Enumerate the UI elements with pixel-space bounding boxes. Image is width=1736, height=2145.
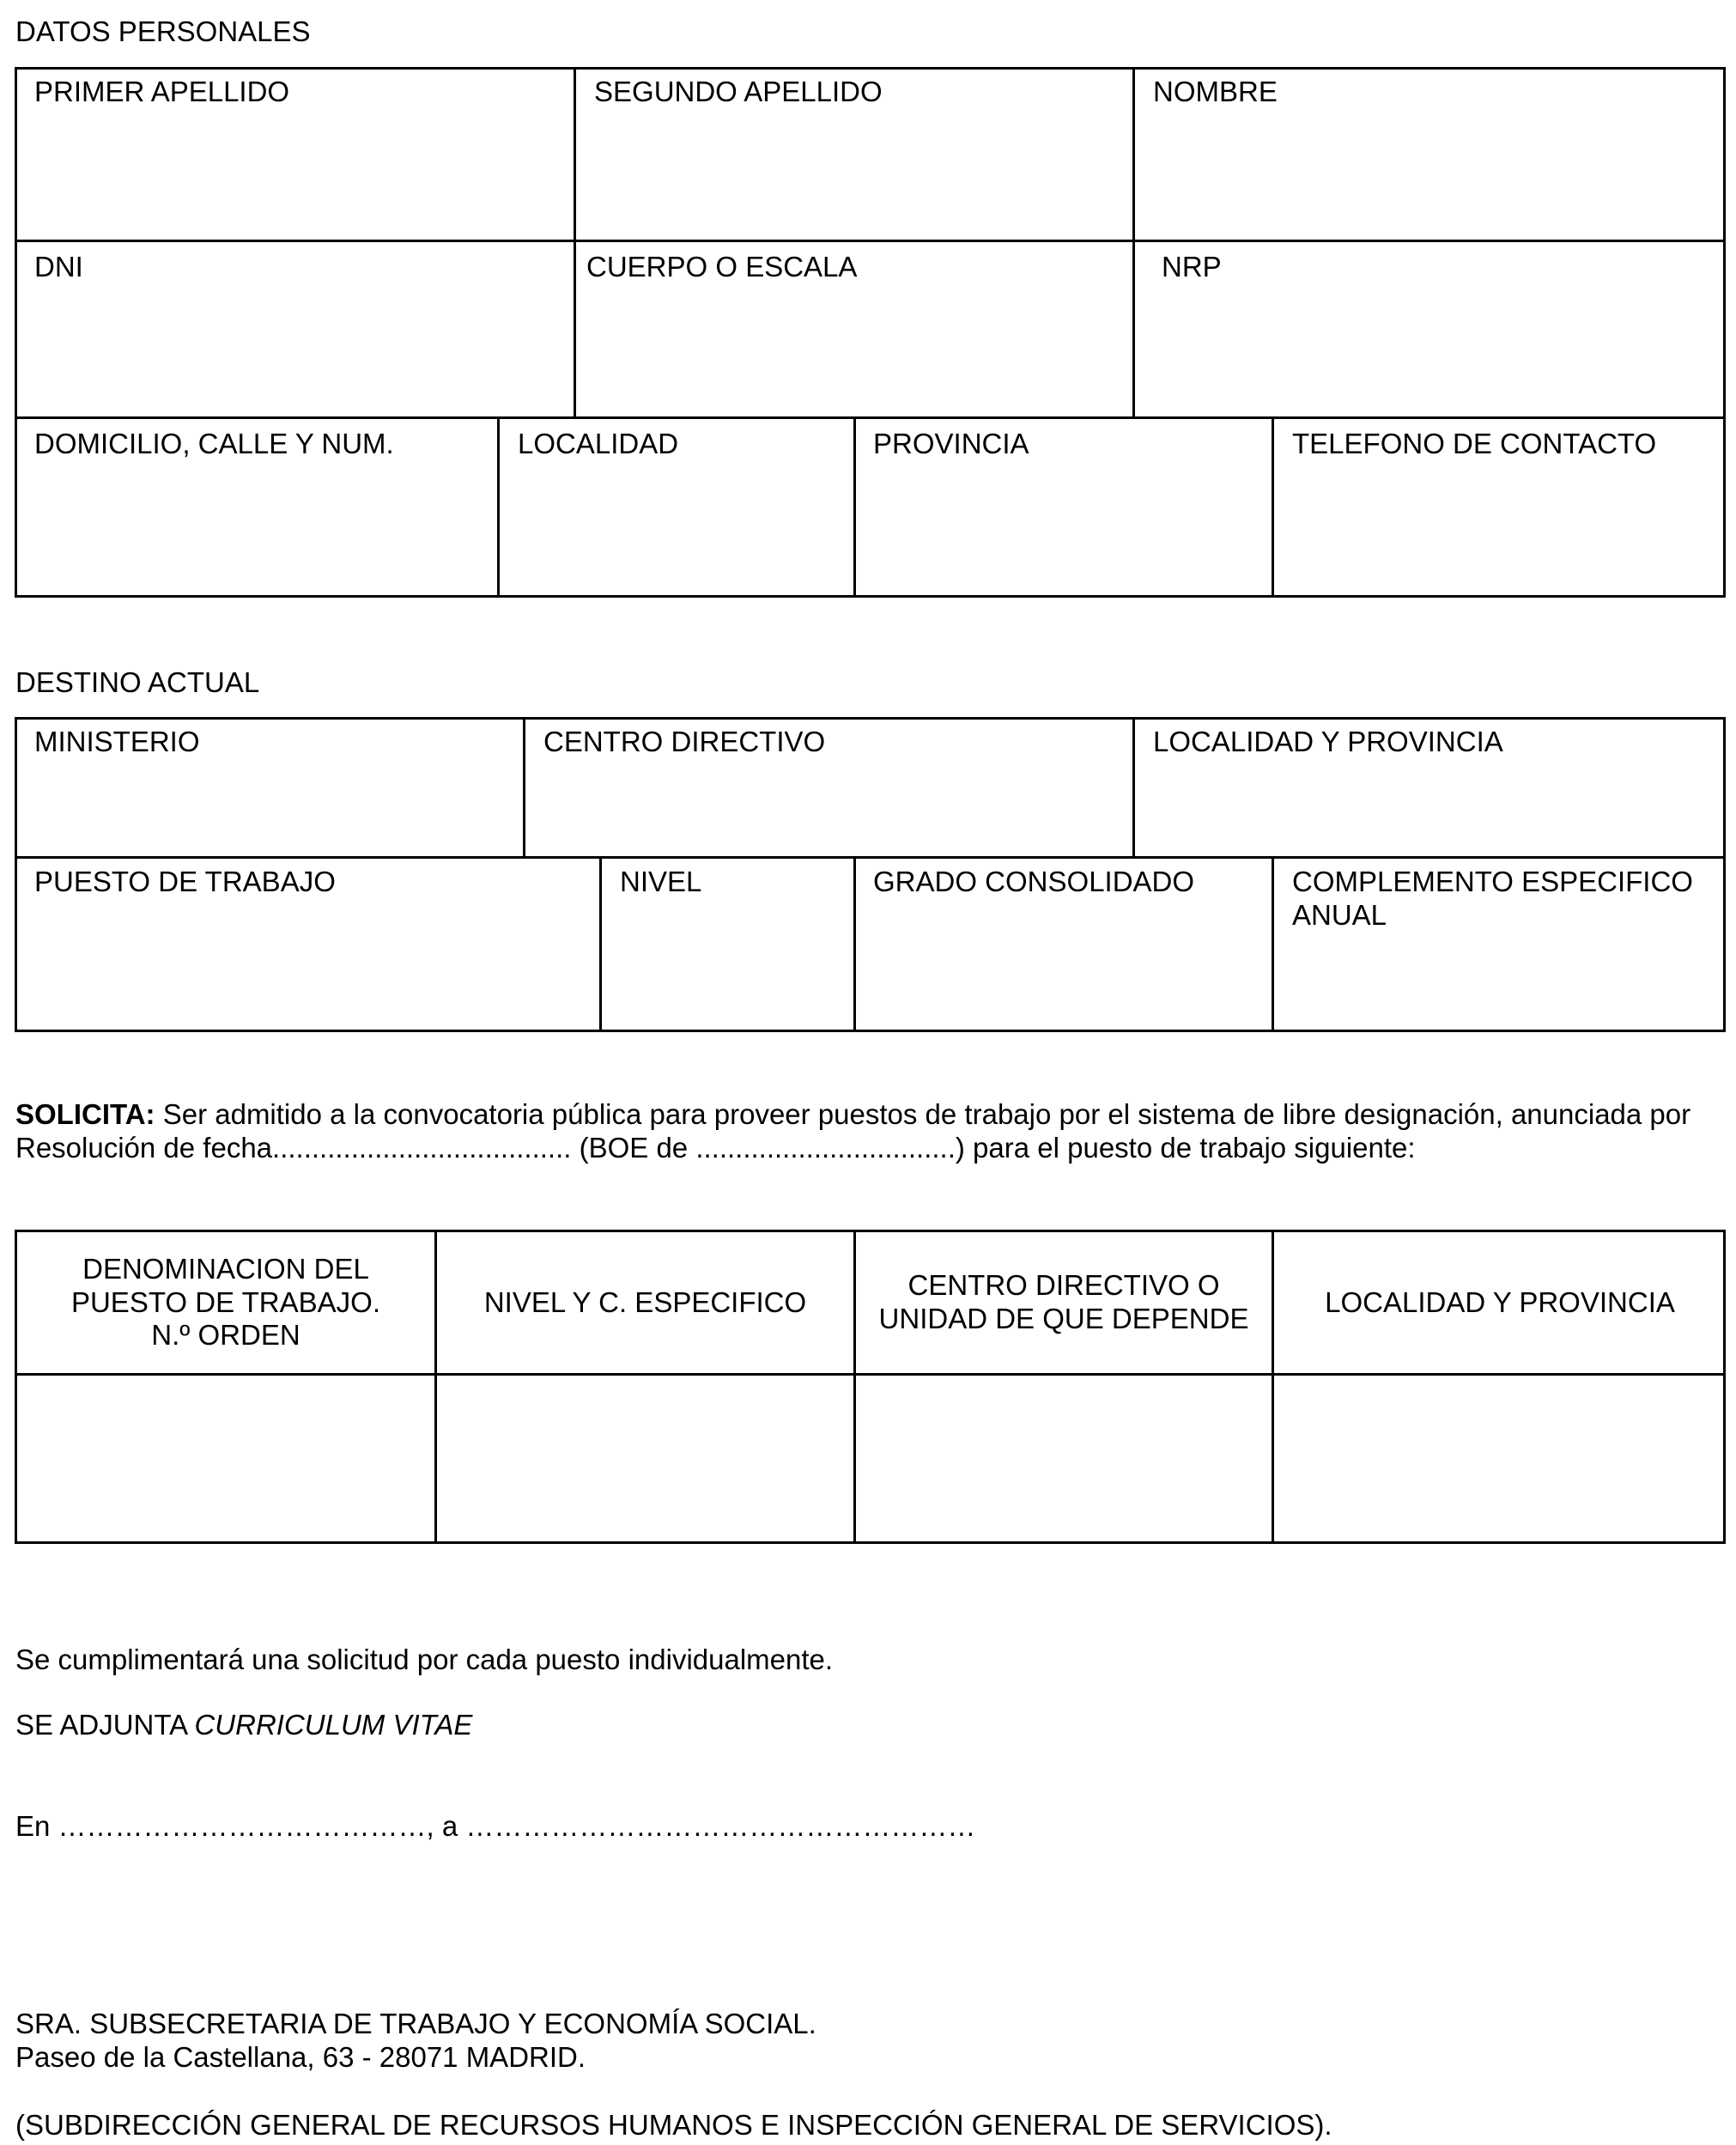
input-denominacion[interactable] xyxy=(17,1376,434,1541)
subdireccion: (SUBDIRECCIÓN GENERAL DE RECURSOS HUMANOS E INSPECCIÓN GENERAL DE SERVICIOS). xyxy=(15,2109,1332,2141)
header-localidad-provincia-text: LOCALIDAD Y PROVINCIA xyxy=(1325,1285,1675,1318)
header-centro-line1: CENTRO DIRECTIVO O xyxy=(907,1269,1220,1302)
header-denominacion-line2: PUESTO DE TRABAJO. xyxy=(70,1285,381,1318)
header-denominacion-line3: N.º ORDEN xyxy=(151,1319,300,1352)
localidad-provincia-field[interactable]: LOCALIDAD Y PROVINCIA xyxy=(1153,726,1503,757)
domicilio-field[interactable]: DOMICILIO, CALLE Y NUM. xyxy=(34,428,394,459)
col-divider xyxy=(1272,416,1274,598)
col-divider xyxy=(1272,856,1274,1032)
centro-directivo-field[interactable]: CENTRO DIRECTIVO xyxy=(543,726,826,757)
solicita-label: SOLICITA: xyxy=(15,1098,155,1130)
header-denominacion-line1: DENOMINACION DEL xyxy=(82,1252,369,1285)
note-text: Se cumplimentará una solicitud por cada puesto individualmente. xyxy=(15,1644,834,1675)
col-divider xyxy=(574,67,576,416)
primer-apellido-field[interactable]: PRIMER APELLIDO xyxy=(34,76,290,107)
segundo-apellido-field[interactable]: SEGUNDO APELLIDO xyxy=(594,76,883,107)
header-nivel-especifico-text: NIVEL Y C. ESPECIFICO xyxy=(483,1285,807,1318)
header-localidad-provincia xyxy=(1274,1232,1726,1373)
dni-field[interactable]: DNI xyxy=(34,251,83,283)
row-divider xyxy=(15,856,1726,859)
col-divider xyxy=(1132,67,1135,416)
adjunta-line xyxy=(15,1709,472,1742)
telefono-field[interactable]: TELEFONO DE CONTACTO xyxy=(1292,428,1657,459)
input-centro-directivo[interactable] xyxy=(856,1376,1272,1541)
input-nivel-especifico[interactable] xyxy=(437,1376,853,1541)
addressee: SRA. SUBSECRETARIA DE TRABAJO Y ECONOMÍA SOCIAL. xyxy=(15,2008,816,2039)
col-divider xyxy=(497,416,500,598)
header-centro-line2: UNIDAD DE QUE DEPENDE xyxy=(878,1303,1249,1334)
destino-actual-heading: DESTINO ACTUAL xyxy=(15,666,260,698)
solicita-text-line1: Ser admitido a la convocatoria pública para proveer puestos de trabajo por el sistema de libre designación, anunciada por xyxy=(155,1098,1691,1130)
address: Paseo de la Castellana, 63 - 28071 MADRID. xyxy=(15,2041,586,2073)
header-nivel-especifico xyxy=(437,1232,853,1373)
place-date-line[interactable]: En …………………………………, a ……………………………………………… xyxy=(15,1810,976,1842)
row-divider xyxy=(15,240,1726,242)
solicita-paragraph xyxy=(15,1098,1724,1132)
cuerpo-escala-field[interactable]: CUERPO O ESCALA xyxy=(586,251,858,283)
row-divider xyxy=(15,416,1726,419)
header-centro-directivo xyxy=(856,1232,1272,1373)
datos-personales-heading: DATOS PERSONALES xyxy=(15,15,311,47)
complemento-line1: COMPLEMENTO ESPECIFICO xyxy=(1292,866,1693,897)
complemento-especifico-field[interactable] xyxy=(1292,866,1693,933)
input-localidad-provincia[interactable] xyxy=(1274,1376,1723,1541)
col-divider xyxy=(599,856,602,1032)
datos-personales-table xyxy=(15,67,1726,598)
localidad-field[interactable]: LOCALIDAD xyxy=(518,428,679,459)
col-divider xyxy=(853,416,856,598)
provincia-field[interactable]: PROVINCIA xyxy=(873,428,1029,459)
puesto-trabajo-field[interactable]: PUESTO DE TRABAJO xyxy=(34,866,336,897)
nivel-field[interactable]: NIVEL xyxy=(620,866,702,897)
adjunta-prefix: SE ADJUNTA xyxy=(15,1709,195,1741)
solicita-text-line2: Resolución de fecha...................................... (BOE de .................................) para el puesto de trabajo siguiente: xyxy=(15,1132,1416,1164)
ministerio-field[interactable]: MINISTERIO xyxy=(34,726,200,757)
col-divider xyxy=(1132,717,1135,856)
header-denominacion xyxy=(17,1232,434,1373)
grado-consolidado-field[interactable]: GRADO CONSOLIDADO xyxy=(873,866,1195,897)
col-divider xyxy=(853,856,856,1032)
nombre-field[interactable]: NOMBRE xyxy=(1153,76,1278,107)
col-divider xyxy=(523,717,525,856)
curriculum-vitae: CURRICULUM VITAE xyxy=(194,1709,473,1741)
nrp-field[interactable]: NRP xyxy=(1162,251,1222,283)
complemento-line2: ANUAL xyxy=(1292,898,1387,931)
